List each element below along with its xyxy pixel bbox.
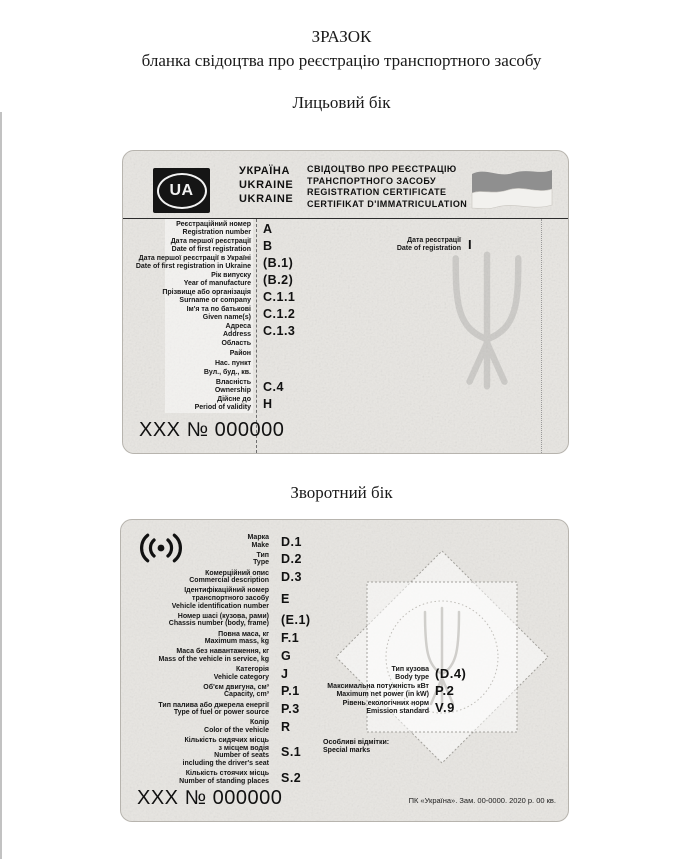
ua-oval-ring — [157, 173, 207, 209]
field-code: S.1 — [281, 745, 302, 760]
field-label: Дійсне до Period of validity — [194, 396, 251, 411]
field-row — [127, 272, 427, 287]
field-row — [281, 666, 481, 681]
field-row — [127, 221, 427, 236]
field-label: Кількість сидячих місць з місцем водія Number of seats including the driver's seat — [182, 737, 269, 767]
trident-watermark — [441, 249, 533, 391]
field-label-line: Date of registration — [396, 244, 461, 252]
field-label: Маса без навантаження, кг Mass of the vehicle in service, kg — [158, 648, 269, 663]
field-code: C.1.2 — [263, 306, 296, 321]
serial-number: XXX № 000000 — [139, 419, 285, 441]
field-code: P.1 — [281, 684, 300, 699]
field-row — [127, 379, 427, 394]
field-label: Об'єм двигуна, см³ Capacity, cm³ — [203, 683, 269, 699]
field-row — [281, 683, 481, 698]
field-row — [123, 737, 443, 767]
field-row — [127, 306, 427, 321]
field-row — [123, 631, 443, 646]
field-label: Максимальна потужність кВт Maximum net power (in kW) — [327, 682, 429, 698]
country-line: УКРАЇНА — [239, 165, 290, 177]
field-code: E — [281, 591, 290, 606]
field-code: I — [468, 237, 473, 253]
field-row — [127, 289, 427, 304]
field-label: Ім'я та по батькові Given name(s) — [186, 305, 251, 321]
field-row — [127, 340, 427, 348]
back-card — [120, 519, 569, 822]
field-label: Рівень екологічних норм Emission standard — [342, 699, 429, 715]
field-code: V.9 — [435, 700, 455, 716]
field-label: Тип Type — [253, 551, 269, 567]
special-marks — [323, 739, 389, 755]
field-code: C.1.1 — [263, 289, 296, 304]
field-label: Тип кузова Body type — [391, 666, 429, 681]
certificate-title-line: СВІДОЦТВО ПРО РЕЄСТРАЦІЮ — [307, 164, 457, 174]
field-code: R — [281, 720, 291, 734]
field-code: D.1 — [281, 534, 302, 549]
field-code: (D.4) — [435, 666, 467, 682]
country-line: UKRAINE — [239, 179, 294, 191]
field-label: Область — [221, 340, 251, 348]
field-label: Комерційний опис Commercial description — [189, 569, 269, 585]
field-code: B — [263, 238, 273, 253]
field-code: D.2 — [281, 552, 302, 567]
field-row — [123, 587, 443, 610]
field-row — [123, 719, 443, 734]
field-label: Вул., буд., кв. — [203, 369, 251, 377]
card-header — [123, 151, 568, 219]
field-row — [123, 648, 443, 663]
ukraine-flag-image — [471, 164, 553, 212]
field-row — [127, 350, 427, 358]
field-label: Тип палива або джерела енергії Type of fuel or power source — [158, 701, 269, 717]
field-row — [127, 255, 427, 270]
field-code: G — [281, 648, 292, 663]
front-side-label: Лицьовий бік — [292, 93, 391, 112]
back-right-fields-column — [281, 666, 481, 717]
field-code: J — [281, 666, 289, 681]
field-code: (E.1) — [281, 613, 311, 628]
page-subtitle: бланка свідоцтва про реєстрацію транспортного засобу — [141, 51, 542, 70]
field-label: Категорія Vehicle category — [213, 666, 269, 681]
field-code: C.4 — [263, 379, 284, 394]
field-row — [127, 369, 427, 377]
page-title: ЗРАЗОК — [311, 27, 372, 46]
field-code: (B.2) — [263, 272, 294, 287]
field-label-line: Дата реєстрації — [407, 237, 461, 244]
field-code: D.3 — [281, 570, 302, 585]
field-label — [333, 237, 461, 252]
field-label: Район — [229, 349, 251, 357]
certificate-title-line: ТРАНСПОРТНОГО ЗАСОБУ — [307, 175, 437, 186]
field-label: Власність Ownership — [214, 379, 251, 394]
field-row — [127, 396, 427, 411]
field-row — [281, 700, 481, 715]
field-row — [123, 552, 443, 567]
dotted-separator-line — [541, 219, 542, 453]
print-note: ПК «Україна». Зам. 00-0000. 2020 р. 00 кв. — [408, 796, 556, 805]
country-line: UKRAINE — [239, 193, 294, 205]
special-marks-line: Особливі відмітки: — [323, 739, 390, 746]
certificate-title-line: CERTIFIKAT D'IMMATRICULATION — [307, 198, 468, 209]
field-code: S.2 — [281, 770, 302, 785]
field-row — [123, 534, 443, 549]
back-side-label: Зворотний бік — [290, 483, 393, 502]
country-name — [239, 164, 293, 206]
field-label: Марка Make — [247, 534, 269, 549]
field-row — [123, 613, 443, 628]
field-label: Колір Color of the vehicle — [204, 719, 269, 734]
ua-badge-label: UA — [169, 181, 194, 199]
certificate-title-line: REGISTRATION CERTIFICATE — [307, 187, 447, 197]
front-card — [122, 150, 569, 454]
field-code: H — [263, 396, 273, 411]
certificate-title — [307, 164, 467, 210]
back-fields-column — [123, 534, 443, 788]
field-code: F.1 — [281, 631, 300, 646]
field-label: Реєстраційний номер Registration number — [176, 221, 251, 236]
field-code: P.2 — [435, 683, 455, 699]
ua-oval-badge — [153, 168, 210, 213]
field-label: Рік випуску Year of manufacture — [183, 271, 251, 287]
field-row — [127, 323, 427, 338]
field-code: (B.1) — [263, 255, 294, 270]
field-label: Повна маса, кг Maximum mass, kg — [204, 630, 269, 646]
field-code: C.1.3 — [263, 323, 296, 338]
field-label: Дата першої реєстрації Date of first registration — [170, 237, 251, 253]
field-label: Нас. пункт — [214, 359, 251, 367]
special-marks-line: Special marks — [323, 747, 371, 754]
serial-number: XXX № 000000 — [137, 787, 283, 809]
field-label: Адреса Address — [222, 322, 251, 338]
field-code: A — [263, 221, 273, 236]
field-row — [123, 570, 443, 585]
field-row — [123, 770, 443, 785]
field-label: Ідентифікаційний номер транспортного засобу Vehicle identification number — [171, 587, 269, 610]
field-label: Прізвище або організація Surname or company — [162, 288, 251, 304]
field-row — [127, 359, 427, 367]
field-label: Дата першої реєстрації в Україні Date of first registration in Ukraine — [135, 254, 251, 270]
field-label: Номер шасі (кузова, рами) Chassis number (body, frame) — [168, 612, 269, 628]
date-of-registration-field — [333, 237, 472, 252]
field-code: P.3 — [281, 702, 300, 717]
field-label: Кількість стоячих місць Number of standing places — [179, 770, 269, 785]
